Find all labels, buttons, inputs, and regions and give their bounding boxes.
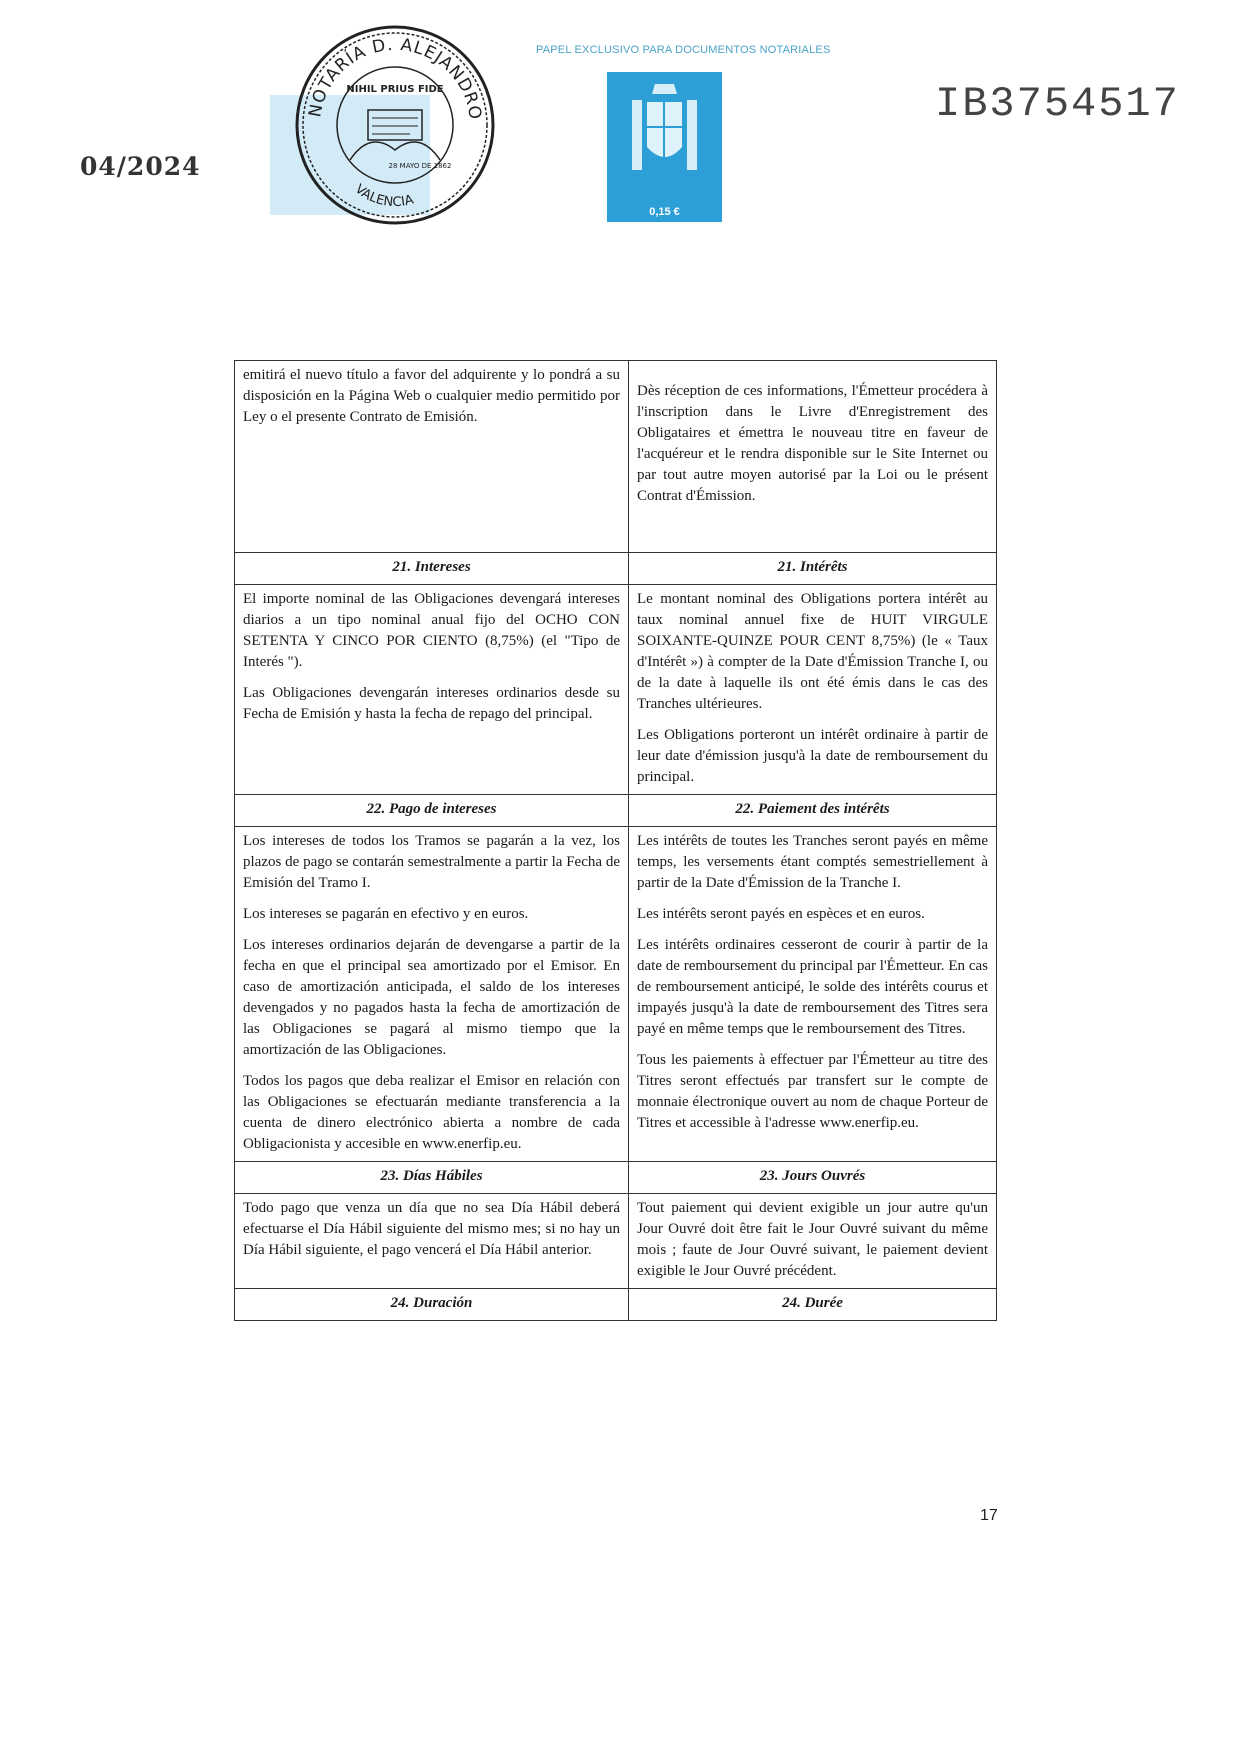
spanish-cell: [235, 361, 629, 553]
table-row: [235, 585, 997, 795]
paragraph: Los intereses ordinarios dejarán de devengarse a partir de la fecha en que el principal sea amortizado por el Emisor. En caso de amortización anticipada, el saldo de los intereses devengados y no pagados hasta la fecha de amortización de las Obligaciones se pagará al mismo tiempo que la amortización de las Obligaciones.: [243, 937, 620, 1058]
table-row: [235, 1194, 997, 1289]
document-serial: IB3754517: [935, 80, 1180, 128]
table-row: [235, 827, 997, 1162]
section-heading-fr: 23. Jours Ouvrés: [629, 1162, 997, 1194]
section-heading-fr: 24. Durée: [629, 1289, 997, 1321]
coat-of-arms-icon: [607, 72, 722, 202]
section-heading-row: [235, 1289, 997, 1321]
svg-text:NIHIL PRIUS FIDE: NIHIL PRIUS FIDE: [346, 84, 444, 95]
paragraph: Los intereses de todos los Tramos se pagarán a la vez, los plazos de pago se contarán semestralmente a partir la Fecha de Emisión del Tramo I.: [243, 833, 620, 891]
spanish-cell: [235, 827, 629, 1162]
paragraph: Las Obligaciones devengarán intereses ordinarios desde su Fecha de Emisión y hasta la fecha de repago del principal.: [243, 685, 620, 722]
spanish-cell: [235, 1194, 629, 1289]
paragraph: El importe nominal de las Obligaciones devengará intereses diarios a un tipo nominal anual fijo del OCHO CON SETENTA Y CINCO POR CIENTO (8,75%) (el "Tipo de Interés ").: [243, 591, 620, 670]
section-heading-fr: 22. Paiement des intérêts: [629, 795, 997, 827]
section-heading-es: 23. Días Hábiles: [235, 1162, 629, 1194]
section-heading-es: 21. Intereses: [235, 553, 629, 585]
paragraph: Les intérêts seront payés en espèces et en euros.: [637, 906, 925, 922]
svg-text:NOTARÍA D. ALEJANDRO CERVERA T: NOTARÍA D. ALEJANDRO: [305, 34, 486, 122]
paragraph: Les intérêts ordinaires cesseront de courir à partir de la date de remboursement du principal par l'Émetteur. En cas de remboursement anticipé, le solde des intérêts courus et impayés jusqu'à la date de remboursement des Titres sera payé en même temps que le remboursement des Titres.: [637, 937, 988, 1037]
page-number: 17: [980, 1507, 998, 1524]
french-cell: [629, 361, 997, 553]
table-row: [235, 361, 997, 553]
paragraph: emitirá el nuevo título a favor del adquirente y lo pondrá a su disposición en la Página Web o cualquier medio permitido por Ley o el presente Contrato de Emisión.: [243, 367, 620, 425]
section-heading-es: 24. Duración: [235, 1289, 629, 1321]
paragraph: Los intereses se pagarán en efectivo y en euros.: [243, 906, 529, 922]
paragraph: Tout paiement qui devient exigible un jour autre qu'un Jour Ouvré doit être fait le Jour Ouvré suivant du même mois ; faute de Jour Ouvré suivant, le paiement devient exigible le Jour Ouvré précédent.: [637, 1200, 988, 1279]
bilingual-terms-table: [234, 360, 997, 1321]
spanish-cell: [235, 585, 629, 795]
paragraph: Les Obligations porteront un intérêt ordinaire à partir de leur date d'émission jusqu'à la date de remboursement du principal.: [637, 727, 988, 785]
section-heading-fr: 21. Intérêts: [629, 553, 997, 585]
paragraph: Todo pago que venza un día que no sea Día Hábil deberá efectuarse el Día Hábil siguiente del mismo mes; si no hay un Día Hábil siguiente, el pago vencerá el Día Hábil anterior.: [243, 1200, 620, 1258]
paper-caption: PAPEL EXCLUSIVO PARA DOCUMENTOS NOTARIALES: [536, 44, 831, 56]
notary-seal-icon: [280, 20, 510, 230]
fiscal-stamp-value: 0,15 €: [649, 206, 680, 218]
paragraph: Les intérêts de toutes les Tranches seront payés en même temps, les versements étant comptés semestriellement à partir de la Date d'Émission de la Tranche I.: [637, 833, 988, 891]
paragraph: Dès réception de ces informations, l'Émetteur procédera à l'inscription dans le Livre d'Enregistrement des Obligataires et émettra le nouveau titre en faveur de l'acquéreur et le rendra disponible sur le Site Internet ou par tout autre moyen autorisé par la Loi ou le présent Contrat d'Émission.: [637, 383, 988, 504]
french-cell: [629, 827, 997, 1162]
svg-text:28 MAYO DE 1862: 28 MAYO DE 1862: [388, 162, 452, 170]
section-heading-row: [235, 1162, 997, 1194]
svg-text:VALENCIA: VALENCIA: [351, 181, 416, 211]
paragraph: Le montant nominal des Obligations portera intérêt au taux nominal annuel fixe de HUIT VIRGULE SOIXANTE-QUINZE POUR CENT 8,75%) (le « Taux d'Intérêt ») à compter de la Date d'Émission Tranche I, ou de la date à laquelle ils ont été émis dans le cas des Tranches ultérieures.: [637, 591, 988, 712]
paragraph: Todos los pagos que deba realizar el Emisor en relación con las Obligaciones se efectuarán mediante transferencia a la cuenta de dinero electrónico abierta a nombre de cada Obligacionista y accesible en www.enerfip.eu.: [243, 1073, 620, 1152]
french-cell: [629, 585, 997, 795]
notary-date: 04/2024: [80, 152, 201, 181]
section-heading-es: 22. Pago de intereses: [235, 795, 629, 827]
paragraph: Tous les paiements à effectuer par l'Émetteur au titre des Titres seront effectués par transfert sur le compte de monnaie électronique ouvert au nom de chaque Porteur de Titres et accessible à l'adresse www.enerfip.eu.: [637, 1052, 988, 1131]
notary-seal: [280, 20, 510, 230]
section-heading-row: [235, 795, 997, 827]
section-heading-row: [235, 553, 997, 585]
fiscal-stamp: [607, 72, 722, 222]
french-cell: [629, 1194, 997, 1289]
